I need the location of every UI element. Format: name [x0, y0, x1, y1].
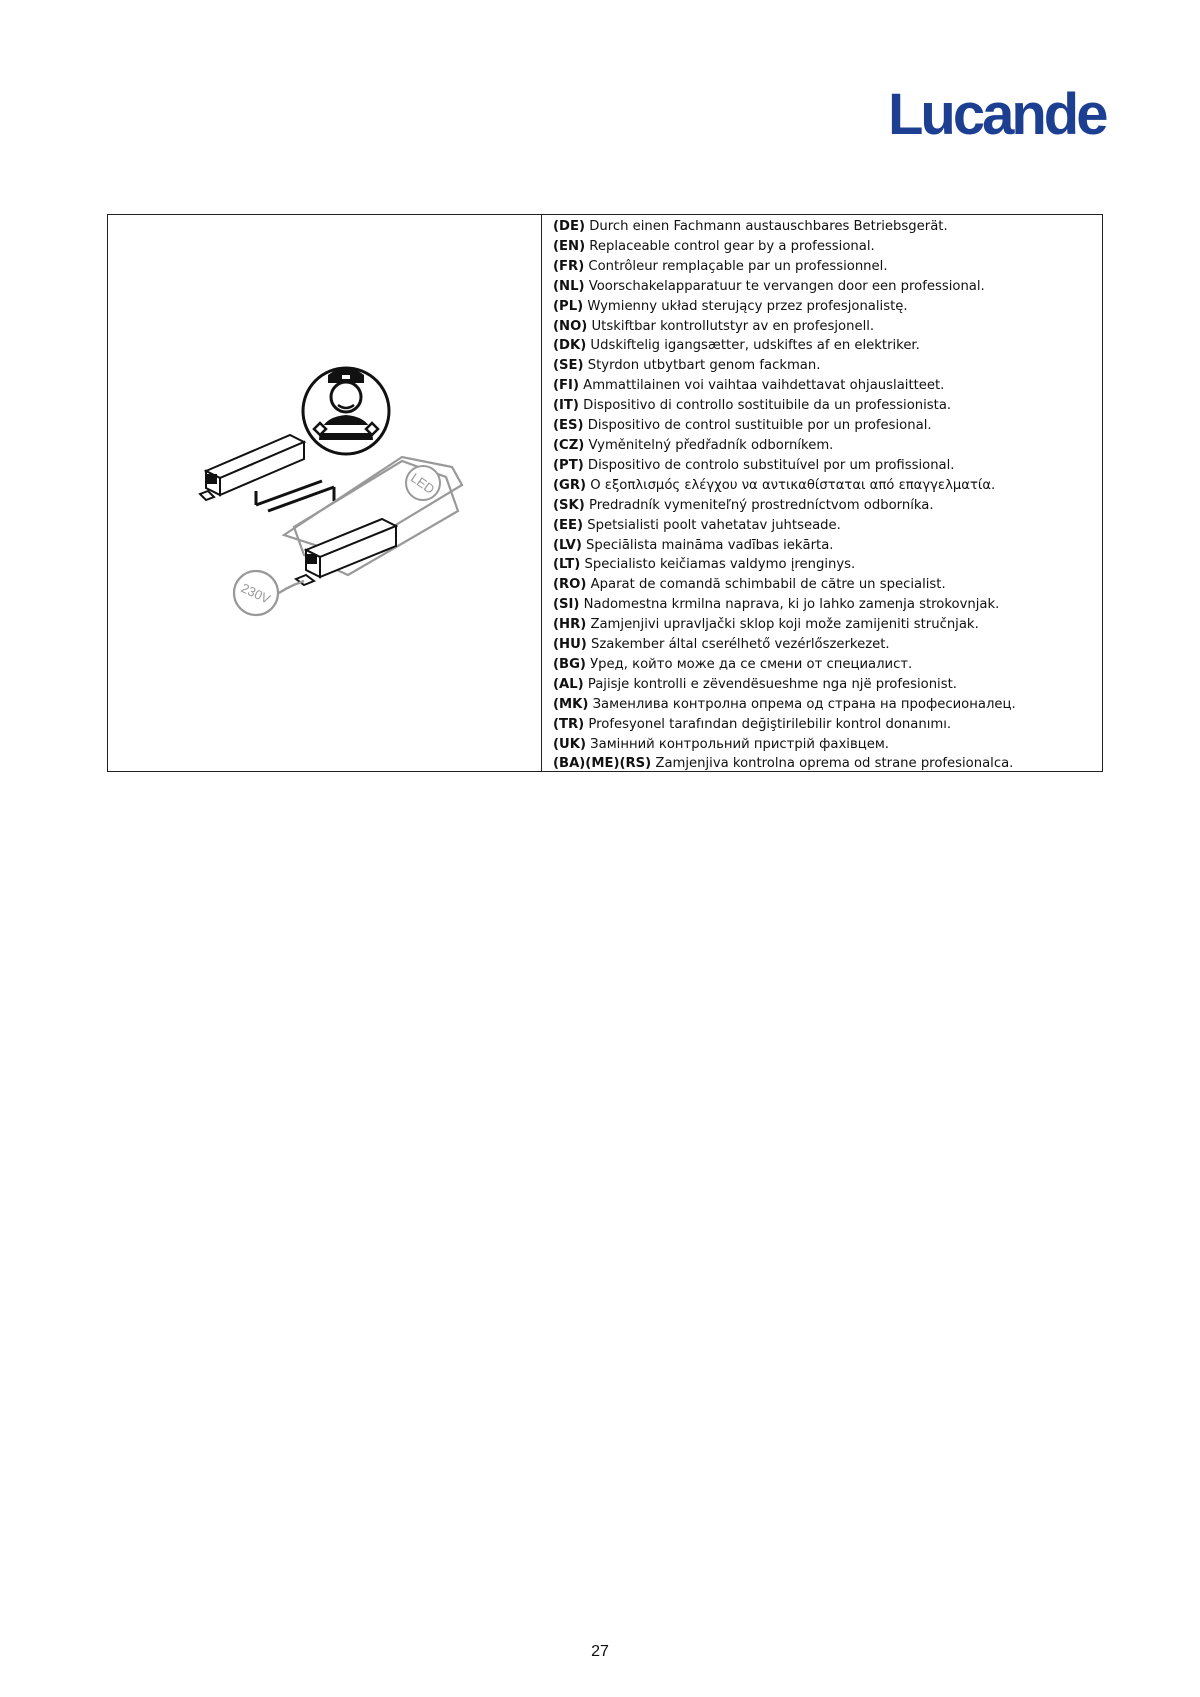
led-badge [406, 466, 440, 500]
language-line [553, 356, 1102, 376]
language-code: (FI) [553, 378, 579, 394]
language-code: (TR) [553, 716, 585, 732]
language-code: (NL) [553, 278, 585, 294]
language-line [553, 416, 1102, 436]
language-code: (HR) [553, 617, 587, 633]
language-code: (LV) [553, 537, 582, 553]
language-line [553, 635, 1102, 655]
language-list [542, 215, 1102, 771]
language-line [553, 476, 1102, 496]
language-text: Contrôleur remplaçable par un professionnel. [584, 258, 888, 274]
language-code: (SK) [553, 497, 585, 513]
svg-text:LED: LED [408, 470, 438, 497]
language-line [553, 595, 1102, 615]
language-line [553, 396, 1102, 416]
language-line [553, 317, 1102, 337]
language-text: Nadomestna krmilna naprava, ki jo lahko zamenja strokovnjak. [579, 597, 1000, 613]
language-code: (SE) [553, 358, 584, 374]
language-text: Замінний контрольний пристрій фахівцем. [585, 736, 889, 752]
language-text: Predradník vymeniteľný prostredníctvom odborníka. [584, 497, 934, 513]
language-text: Vyměnitelný předřadník odborníkem. [584, 437, 834, 453]
illustration-cell [108, 215, 542, 771]
language-text: Zamjenjivi upravljački sklop koji može zamijeniti stručnjak. [586, 617, 979, 633]
language-text: Aparat de comandă schimbabil de către un specialist. [586, 577, 946, 593]
driver-box-icon [200, 435, 304, 500]
language-line [553, 257, 1102, 277]
language-line [553, 555, 1102, 575]
svg-text:230V: 230V [238, 580, 273, 607]
language-text: Dispositivo de controlo substituível por um profissional. [583, 457, 955, 473]
language-text: Dispositivo de control sustituible por un profesional. [583, 418, 932, 434]
language-line [553, 217, 1102, 237]
swap-arrows-icon [256, 481, 334, 511]
language-code: (GR) [553, 477, 587, 493]
language-code: (MK) [553, 696, 589, 712]
language-line [553, 297, 1102, 317]
language-code: (RO) [553, 577, 587, 593]
language-text: Durch einen Fachmann austauschbares Betriebsgerät. [585, 219, 948, 234]
control-gear-illustration [108, 215, 541, 771]
language-line [553, 655, 1102, 675]
language-code: (LT) [553, 557, 581, 573]
language-line [553, 715, 1102, 735]
language-text: Pajisje kontrolli e zëvendësueshme nga një profesionist. [583, 676, 957, 692]
language-code: (BA)(ME)(RS) [553, 756, 652, 772]
language-code: (PL) [553, 298, 584, 314]
language-line [553, 456, 1102, 476]
language-line [553, 615, 1102, 635]
language-text: Udskiftelig igangsætter, udskiftes af en elektriker. [586, 338, 920, 354]
language-code: (IT) [553, 398, 579, 414]
language-code: (EE) [553, 517, 584, 533]
language-line [553, 277, 1102, 297]
language-code: (DK) [553, 338, 587, 354]
technician-wrench-icon [303, 368, 389, 454]
language-line [553, 376, 1102, 396]
language-text: Replaceable control gear by a professional. [585, 238, 875, 254]
language-line [553, 336, 1102, 356]
info-table [107, 214, 1103, 772]
language-text: Profesyonel tarafından değiştirilebilir kontrol donanımı. [584, 716, 952, 732]
language-line [553, 675, 1102, 695]
language-code: (DE) [553, 219, 586, 234]
language-code: (AL) [553, 676, 584, 692]
page-number: 27 [591, 1643, 609, 1660]
language-line [553, 754, 1102, 774]
language-text: Utskiftbar kontrollutstyr av en profesjonell. [587, 318, 875, 334]
language-line [553, 735, 1102, 755]
language-line [553, 575, 1102, 595]
language-code: (UK) [553, 736, 586, 752]
language-text: Spetsialisti poolt vahetatav juhtseade. [583, 517, 841, 533]
language-code: (EN) [553, 238, 586, 254]
language-text: Zamjenjiva kontrolna oprema od strane profesionalca. [651, 756, 1014, 772]
language-code: (PT) [553, 457, 584, 473]
language-text: Ammattilainen voi vaihtaa vaihdettavat ohjauslaitteet. [578, 378, 945, 394]
voltage-badge [234, 571, 278, 615]
language-line [553, 436, 1102, 456]
language-text: Styrdon utbytbart genom fackman. [583, 358, 821, 374]
language-code: (FR) [553, 258, 585, 274]
language-text: Wymienny układ sterujący przez profesjonalistę. [583, 298, 908, 314]
language-text: Specialisto keičiamas valdymo įrenginys. [580, 557, 856, 573]
language-line [553, 695, 1102, 715]
language-code: (ES) [553, 418, 584, 434]
language-code: (BG) [553, 656, 586, 672]
language-text: Voorschakelapparatuur te vervangen door een professional. [584, 278, 985, 294]
language-line [553, 496, 1102, 516]
language-text: Ο εξοπλισμός ελέγχου να αντικαθίσταται από επαγγελματία. [586, 477, 996, 493]
language-code: (NO) [553, 318, 588, 334]
language-code: (CZ) [553, 437, 585, 453]
language-text: Уред, който може да се смени от специалист. [585, 656, 913, 672]
language-code: (HU) [553, 637, 587, 653]
language-text: Dispositivo di controllo sostituibile da un professionista. [578, 398, 952, 414]
language-code: (SI) [553, 597, 580, 613]
language-text: Заменлива контролна опрема од страна на професионалец. [588, 696, 1016, 712]
language-line [553, 516, 1102, 536]
language-text: Szakember által cserélhető vezérlőszerkezet. [586, 637, 890, 653]
language-text: Speciālista maināma vadības iekārta. [581, 537, 834, 553]
brand-logo: Lucande [888, 82, 1106, 147]
language-line [553, 237, 1102, 257]
language-line [553, 536, 1102, 556]
